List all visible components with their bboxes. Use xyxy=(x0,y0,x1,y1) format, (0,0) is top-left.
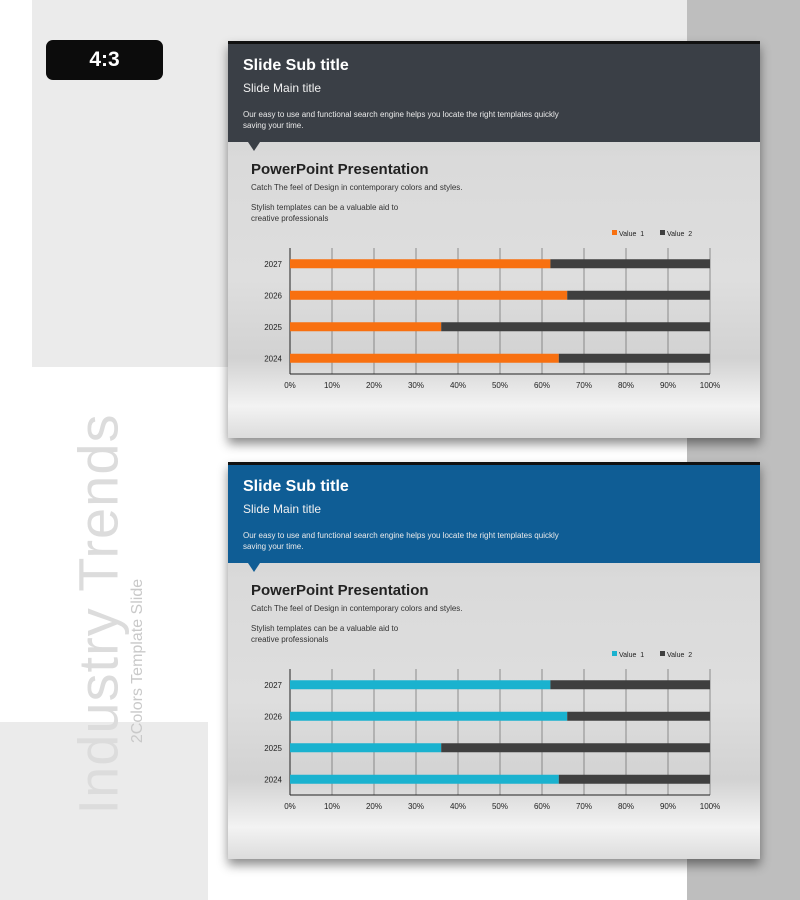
x-tick-label: 100% xyxy=(699,381,721,390)
x-tick-label: 50% xyxy=(491,381,509,390)
side-caption xyxy=(62,389,162,839)
y-tick-label: 2026 xyxy=(264,291,282,301)
presentation-title: PowerPoint Presentation xyxy=(251,161,429,178)
legend-swatch xyxy=(612,651,617,656)
legend-swatch xyxy=(660,230,665,235)
bar-2026-series-1 xyxy=(290,291,567,300)
bar-2024-series-1 xyxy=(290,354,559,363)
x-tick-label: 100% xyxy=(699,802,721,811)
x-tick-label: 30% xyxy=(407,381,425,390)
x-tick-label: 60% xyxy=(533,381,551,390)
slide-description: Our easy to use and functional search engine helps you locate the right templates quickly saving your time. xyxy=(243,110,559,130)
bar-2025-series-2 xyxy=(441,743,710,752)
presentation-note: Stylish templates can be a valuable aid to creative professionals xyxy=(251,203,399,223)
side-subtitle: 2Colors Template Slide xyxy=(129,578,146,744)
bar-2027-series-2 xyxy=(550,680,710,689)
slide-main-title: Slide Main title xyxy=(243,81,322,95)
presentation-tagline: Catch The feel of Design in contemporary colors and styles. xyxy=(251,183,463,192)
slide-preview-dark[interactable] xyxy=(228,41,760,438)
x-tick-label: 70% xyxy=(575,381,593,390)
slide-main-title: Slide Main title xyxy=(243,502,322,516)
presentation-note: Stylish templates can be a valuable aid to creative professionals xyxy=(251,624,399,644)
legend-label: Value 2 xyxy=(667,231,693,238)
legend-label: Value 1 xyxy=(619,231,645,238)
legend-swatch xyxy=(660,651,665,656)
y-tick-label: 2026 xyxy=(264,712,282,722)
x-tick-label: 40% xyxy=(449,381,467,390)
legend-swatch xyxy=(612,230,617,235)
x-tick-label: 90% xyxy=(659,381,677,390)
bar-2026-series-1 xyxy=(290,712,567,721)
x-tick-label: 50% xyxy=(491,802,509,811)
slide-preview-blue[interactable] xyxy=(228,462,760,859)
y-tick-label: 2025 xyxy=(264,322,282,332)
x-tick-label: 70% xyxy=(575,802,593,811)
slide-sub-title: Slide Sub title xyxy=(243,478,349,495)
legend-label: Value 2 xyxy=(667,652,693,659)
legend-label: Value 1 xyxy=(619,652,645,659)
side-title: Industry Trends xyxy=(66,413,130,815)
bar-2027-series-2 xyxy=(550,259,710,268)
y-tick-label: 2027 xyxy=(264,259,282,269)
bar-2024-series-2 xyxy=(559,354,710,363)
x-tick-label: 80% xyxy=(617,381,635,390)
x-tick-label: 20% xyxy=(365,381,383,390)
x-tick-label: 0% xyxy=(284,802,296,811)
x-tick-label: 60% xyxy=(533,802,551,811)
bar-2026-series-2 xyxy=(567,712,710,721)
bar-2027-series-1 xyxy=(290,259,550,268)
x-tick-label: 80% xyxy=(617,802,635,811)
presentation-tagline: Catch The feel of Design in contemporary colors and styles. xyxy=(251,604,463,613)
x-tick-label: 40% xyxy=(449,802,467,811)
x-tick-label: 10% xyxy=(323,381,341,390)
x-tick-label: 0% xyxy=(284,381,296,390)
stacked-bar-chart xyxy=(228,462,760,859)
y-tick-label: 2025 xyxy=(264,743,282,753)
slide-description: Our easy to use and functional search engine helps you locate the right templates quickly saving your time. xyxy=(243,531,559,551)
presentation-title: PowerPoint Presentation xyxy=(251,582,429,599)
x-tick-label: 30% xyxy=(407,802,425,811)
x-tick-label: 10% xyxy=(323,802,341,811)
y-tick-label: 2024 xyxy=(264,775,282,785)
bar-2027-series-1 xyxy=(290,680,550,689)
x-tick-label: 90% xyxy=(659,802,677,811)
y-tick-label: 2024 xyxy=(264,354,282,364)
stacked-bar-chart xyxy=(228,41,760,438)
slide-sub-title: Slide Sub title xyxy=(243,57,349,74)
y-tick-label: 2027 xyxy=(264,680,282,690)
bar-2025-series-1 xyxy=(290,322,441,331)
bar-2024-series-1 xyxy=(290,775,559,784)
bar-2025-series-2 xyxy=(441,322,710,331)
bar-2024-series-2 xyxy=(559,775,710,784)
aspect-ratio-badge: 4:3 xyxy=(46,40,163,80)
bar-2026-series-2 xyxy=(567,291,710,300)
bar-2025-series-1 xyxy=(290,743,441,752)
x-tick-label: 20% xyxy=(365,802,383,811)
